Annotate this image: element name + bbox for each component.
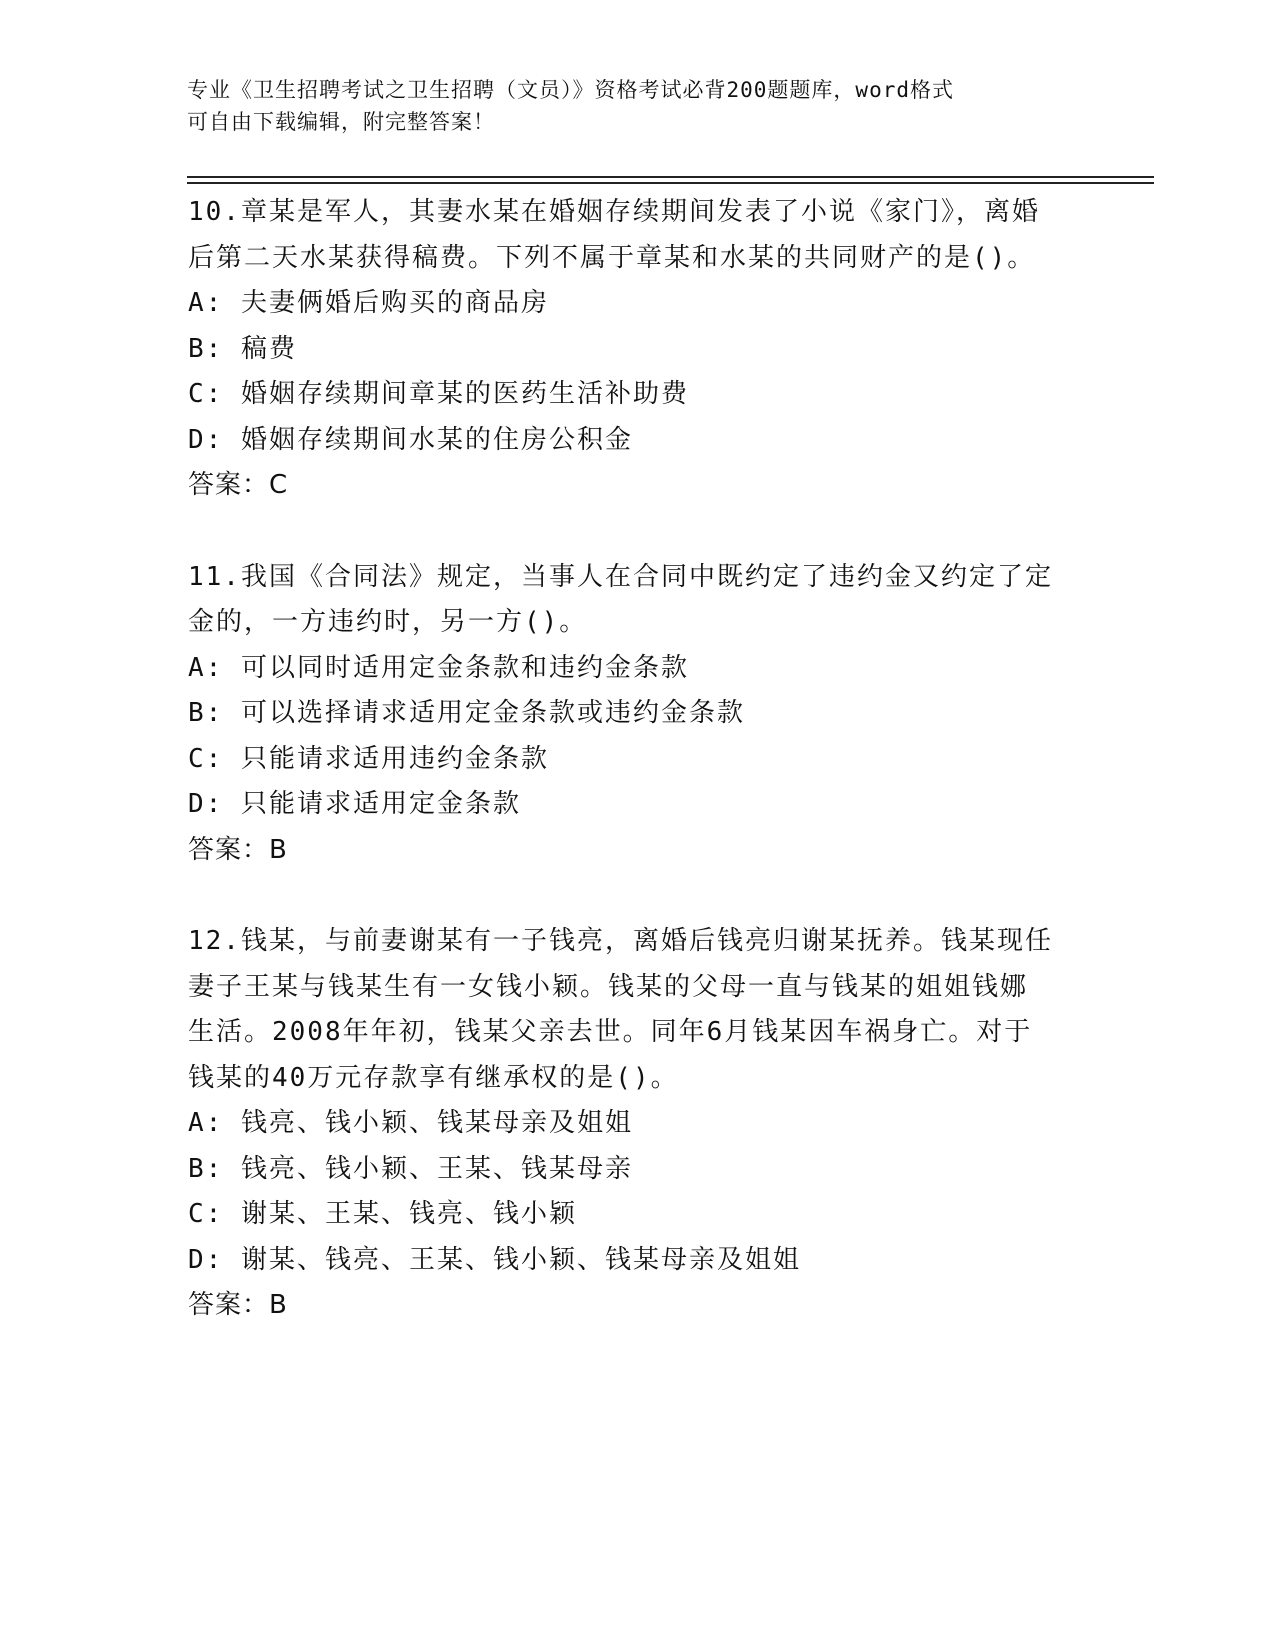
option-a: A: 钱亮、钱小颖、钱某母亲及姐姐 [188,1108,633,1138]
header-line-2: 可自由下载编辑，附完整答案！ [187,110,495,134]
question-stem-line: 金的，一方违约时，另一方()。 [188,607,588,637]
question-spacer [188,509,1088,555]
answer-line: 答案：B [188,1290,288,1320]
option-b: B: 钱亮、钱小颖、王某、钱某母亲 [188,1153,633,1184]
option-c: C: 只能请求适用违约金条款 [188,743,549,774]
question-stem-line: 11.我国《合同法》规定，当事人在合同中既约定了违约金又约定了定 [188,561,1053,592]
header-line-1: 专业《卫生招聘考试之卫生招聘（文员）》资格考试必背200题题库，word格式 [187,78,954,102]
answer-line: 答案：B [188,834,288,865]
option-d: D: 只能请求适用定金条款 [188,789,521,819]
question-list [188,190,1088,1329]
question-stem-line: 妻子王某与钱某生有一女钱小颖。钱某的父母一直与钱某的姐姐钱娜 [188,971,1029,1002]
option-a: A: 可以同时适用定金条款和违约金条款 [188,652,689,683]
option-b: B: 可以选择请求适用定金条款或违约金条款 [188,698,745,728]
question-stem-line: 12.钱某，与前妻谢某有一子钱亮，离婚后钱亮归谢某抚养。钱某现任 [188,926,1053,956]
question-12 [188,919,1088,1329]
question-stem-line: 10.章某是军人，其妻水某在婚姻存续期间发表了小说《家门》，离婚 [188,197,1040,227]
option-c: C: 婚姻存续期间章某的医药生活补助费 [188,379,689,409]
option-a: A: 夫妻俩婚后购买的商品房 [188,288,549,318]
option-c: C: 谢某、王某、钱亮、钱小颖 [188,1199,577,1229]
header-divider-bottom [187,182,1154,184]
question-spacer [188,873,1088,919]
header-divider-top [187,176,1154,178]
option-d: D: 谢某、钱亮、王某、钱小颖、钱某母亲及姐姐 [188,1244,801,1275]
option-b: B: 稿费 [188,333,297,364]
question-stem-line: 后第二天水某获得稿费。下列不属于章某和水某的共同财产的是()。 [188,242,1036,273]
question-stem-line: 生活。2008年年初，钱某父亲去世。同年6月钱某因车祸身亡。对于 [188,1017,1033,1047]
question-stem-line: 钱某的40万元存款享有继承权的是()。 [188,1062,679,1093]
answer-line: 答案：C [188,470,289,500]
document-header [187,74,1067,138]
option-d: D: 婚姻存续期间水某的住房公积金 [188,424,633,455]
question-10 [188,190,1088,509]
question-11 [188,555,1088,874]
